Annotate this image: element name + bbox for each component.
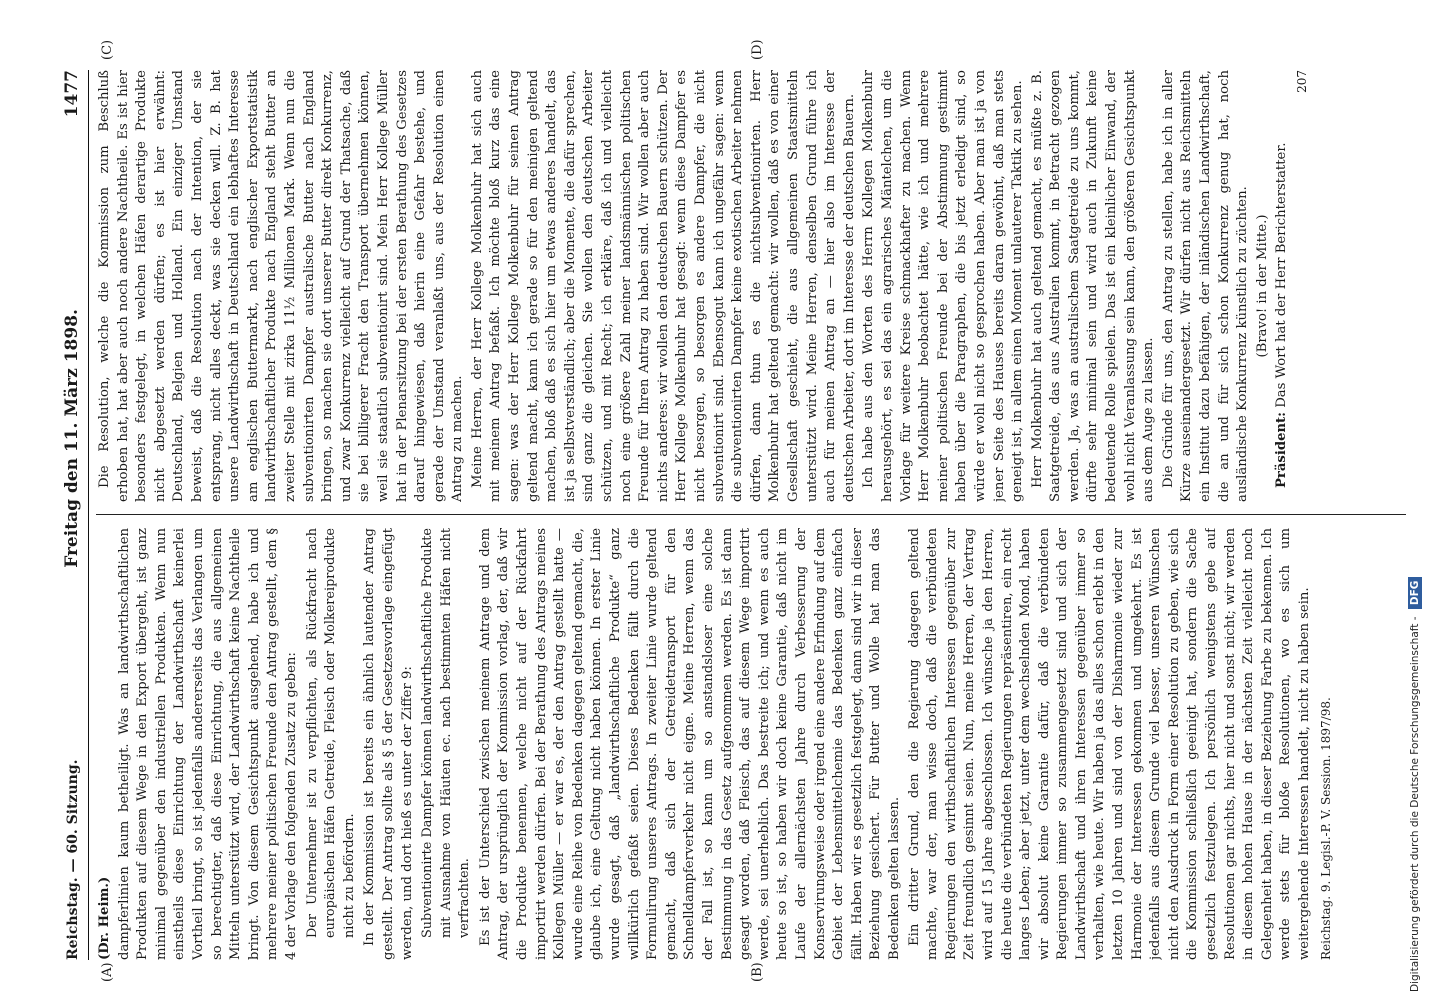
left-paragraph: In der Kommission ist bereits ein ähnlich lautender Antrag gestellt. Der Antrag sollte als § 5 der Gesetzesvorlage eingefügt werden, und dort hieß es unter der Ziffer 9: xyxy=(362,528,415,960)
left-column xyxy=(96,528,1416,960)
speaker-label: (Dr. Heim.) xyxy=(97,876,112,960)
margin-marker-d: (D) xyxy=(750,39,765,60)
quoted-commission-text: Subventionirte Dampfer können landwirthschaftliche Produkte mit Ausnahme von Häuten ec. nach bestimmten Häfen nicht verfrachten. xyxy=(420,528,473,938)
dfg-credit-text: Digitalisierung gefördert durch die Deutsche Forschungsgemeinschaft - xyxy=(1409,616,1421,992)
column-divider xyxy=(96,514,1406,515)
dfg-credit xyxy=(1404,8,1426,992)
left-paragraph: dampferlinien kaum betheiligt. Was an landwirthschaftlichen Produkten auf diesem Wege in den Export übergeht, ist ganz minimal gegenüber den industriellen Produkten. Wenn nun einstheils diese Einrichtung der Landwirthschaft keinerlei Vortheil bringt, so ist jedenfalls andererseits das Verlangen um so berechtigter, daß diese Einrichtung, die aus allgemeinen Mitteln unterstützt wird, der Landwirthschaft keine Nachtheile bringt. Von diesem Gesichtspunkt ausgehend, habe ich und mehrere meiner politischen Freunde den Antrag gestellt, dem § 4 der Vorlage den folgenden Zusatz zu geben: xyxy=(116,528,299,960)
page-number: 1477 xyxy=(62,70,82,118)
right-paragraph: Herr Molkenbuhr hat auch geltend gemacht, es müßte z. B. Saatgetreide, das aus Australien kommt, in Betracht gezogen werden. Ja, was an australischem Saatgetreide zu uns kommt, dürfte sehr minimal sein und wird auch in Zukunft keine bedeutende Rolle spielen. Das ist ein kleinlicher Einwand, der wohl nicht Veranlassung sein kann, den größeren Gesichtspunkt aus dem Auge zu lassen. xyxy=(1029,70,1157,502)
applause-note: (Bravo! in der Mitte.) xyxy=(1254,214,1270,358)
right-paragraph: Meine Herren, der Herr Kollege Molkenbuhr hat sich auch mit meinem Antrag befaßt. Ich möchte bloß kurz das eine sagen: was der Herr Kollege Molkenbuhr für seinen Antrag geltend macht, kann ich gerade so für den meinigen geltend machen, bloß daß es sich hier um etwas anderes handelt, das ist ja selbstverständlich; aber die Momente, die dafür sprechen, sind ganz die gleichen. Sie wollen den deutschen Arbeiter schützen, und mit Recht; ich erkläre, daß ich und vielleicht noch eine größere Zahl meiner landsmännischen politischen Freunde für Ihren Antrag zu haben sind. Wir wollen aber auch nichts anderes: wir wollen den deutschen Bauern schützen. Der Herr Kollege Molkenbuhr hat gesagt: wenn diese Dampfer es nicht besorgen, so besorgen es andere Dampfer, die nicht subventionirt sind. Ebensogut kann ich ungefähr sagen: wenn die subventionirten Dampfer keine exotischen Arbeiter nehmen dürfen, dann thun es die nichtsubventionirten. Herr Molkenbuhr hat geltend gemacht: wir wollen, daß es von einer Gesellschaft geschieht, die aus allgemeinen Staatsmitteln unterstützt wird. Meine Herren, denselben Grund führe ich auch für meinen Antrag an — hier also im Interesse der deutschen Arbeiter, dort im Interesse der deutschen Bauern. xyxy=(469,70,857,502)
dfg-logo: DFG xyxy=(1408,577,1422,610)
president-text: Das Wort hat der Herr Berichterstatter. xyxy=(1274,142,1290,408)
right-paragraph: Ich habe aus den Worten des Herrn Kollegen Molkenbuhr herausgehört, es sei das ein agrarisches Mäntelchen, um die Vorlage für weitere Kreise schmackhafter zu machen. Wenn Herr Molkenbuhr beobachtet hätte, wie ich und mehrere meiner politischen Freunde bei der Abstimmung gestimmt haben über die Paragraphen, die bis jetzt erledigt sind, so würde er wohl nicht so gesprochen haben. Aber man ist ja von jener Seite des Hauses bereits daran gewöhnt, daß man stets geneigt ist, in allem einen Moment unlauterer Taktik zu sehen. xyxy=(861,70,1026,502)
margin-marker-c: (C) xyxy=(100,39,115,60)
margin-marker-b: (B) xyxy=(750,962,765,982)
header-left: Reichstag. — 60. Sitzung. xyxy=(65,759,81,960)
page-header xyxy=(60,70,84,960)
left-paragraph: Ein dritter Grund, den die Regierung dagegen geltend machte, war der, man wisse doch, daß die verbündeten Regierungen den wirthschaftlichen Interessen gegenüber zur Zeit freundlich gesinnt seien. Nun, meine Herren, der Vertrag wird auf 15 Jahre abgeschlossen. Ich wünsche ja den Herren, die heute die verbündeten Regierungen repräsentiren, ein recht langes Leben; aber jetzt, unter dem wechselnden Mond, haben wir absolut keine Garantie dafür, daß die verbündeten Regierungen immer so zusammengesetzt sind und sich der Landwirthschaft und ihren Interessen gegenüber immer so verhalten, wie heute. Wir haben ja das alles schon erlebt in den letzten 10 Jahren und sind von der Disharmonie wieder zur Harmonie der Interessen gekommen und umgekehrt. Es ist jedenfalls aus diesem Grunde viel besser, unseren Wünschen nicht den Ausdruck in Form einer Resolution zu geben, wie sich die Kommission schließlich geeinigt hat, sondern die Sache gesetzlich festzulegen. Ich persönlich wenigstens gebe auf Resolutionen gar nichts, hier nicht und sonst nicht; wir werden in diesem hohen Hause in der nächsten Zeit vielleicht noch Gelegenheit haben, in dieser Beziehung Farbe zu bekennen. Ich werde stets für bloße Resolutionen, wo es sich um weitergehende Interessen handelt, nicht zu haben sein. xyxy=(906,528,1312,960)
quoted-amendment: Der Unternehmer ist zu verpflichten, als Rückfracht nach europäischen Häfen Getreide, Fleisch oder Molkereiprodukte nicht zu befördern. xyxy=(304,528,357,938)
left-paragraph: Es ist der Unterschied zwischen meinem Antrage und dem Antrag, der ursprünglich der Kommission vorlag, der, daß wir die Produkte benennen, welche nicht auf der Rückfahrt importirt werden dürfen. Bei der Berathung des Antrags meines Kollegen Müller — er war es, der den Antrag gestellt hatte — wurde eine Reihe von Bedenken dagegen geltend gemacht, die, glaube ich, eine Geltung nicht haben können. In erster Linie wurde gesagt, daß „landwirthschaftliche Produkte“ ganz willkürlich gefaßt seien. Dieses Bedenken fällt durch die Formulirung unseres Antrags. In zweiter Linie wurde geltend gemacht, daß sich der Getreidetransport für den Schnelldampferverkehr nicht eigne. Meine Herren, wenn das der Fall ist, so kann um so anstandsloser eine solche Bestimmung in das Gesetz aufgenommen werden. Es ist dann gesagt worden, daß Fleisch, das auf diesem Wege importirt werde, sei unerheblich. Das bestreite ich; und wenn es auch heute so ist, so haben wir doch keine Garantie, daß nicht im Laufe der allernächsten Jahre durch Verbesserung der Konservirungsweise oder irgend eine andere Erfindung auf dem Gebiet der Lebensmittelchemie das Bedenken ganz einfach fällt. Haben wir es gesetzlich festgelegt, dann sind wir in dieser Beziehung gesichert. Für Butter und Wolle hat man das Bedenken gelten lassen. xyxy=(477,528,902,960)
margin-marker-a: (A) xyxy=(100,962,115,982)
president-line xyxy=(1273,70,1292,502)
session-footer: Reichstag. 9. Legisl.-P. V. Session. 1897/98. xyxy=(1318,697,1333,960)
dfg-sidebar xyxy=(1404,8,1426,992)
right-column xyxy=(96,70,1416,502)
header-date: Freitag den 11. März 1898. xyxy=(62,309,82,568)
sheet-number: 207 xyxy=(1295,70,1309,93)
right-paragraph: Die Gründe für uns, den Antrag zu stellen, habe ich in aller Kürze auseinandergesetzt. Wir dürfen nicht aus Reichsmitteln ein Institut dazu befähigen, der inländischen Landwirthschaft, die an und für sich schon Konkurrenz genug hat, noch ausländische Konkurrenz künstlich zu züchten. xyxy=(1160,70,1251,502)
president-label: Präsident: xyxy=(1274,411,1290,488)
header-rule xyxy=(88,70,89,960)
rotated-document-page xyxy=(60,39,1430,982)
right-paragraph: Die Resolution, welche die Kommission zum Beschluß erhoben hat, hat aber auch noch andere Nachtheile. Es ist hier besonders festgelegt, in welchen Häfen derartige Produkte nicht abgesetzt werden dürfen; es ist hier erwähnt: Deutschland, Belgien und Holland. Ein einziger Umstand beweist, daß die Resolution nach der Intention, der sie entsprang, nicht alles deckt, was sie decken will. Z. B. hat unsere Landwirthschaft in Deutschland ein lebhaftes Interesse am englischen Buttermarkt, nach englischer Exportstatistik landwirthschaftlicher Produkte nach England steht Butter an zweiter Stelle mit zirka 11½ Millionen Mark. Wenn nun die subventionirten Dampfer australische Butter nach England bringen, so machen sie dort unserer Butter direkt Konkurrenz, und zwar Konkurrenz vielleicht auf Grund der Thatsache, daß sie bei billigerer Fracht den Transport übernehmen können, weil sie staatlich subventionirt sind. Mein Herr Kollege Müller hat in der Plenarsitzung bei der ersten Berathung des Gesetzes darauf hingewiesen, daß hierin eine Gefahr bestehe, und gerade der Umstand veranlaßt uns, aus der Resolution einen Antrag zu machen. xyxy=(97,70,466,502)
